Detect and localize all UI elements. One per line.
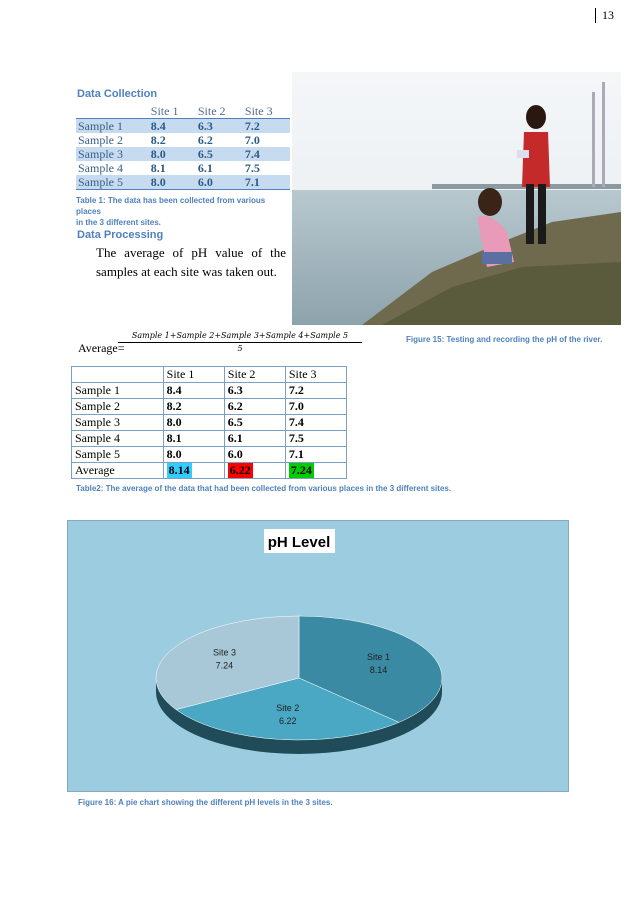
figure15-caption: Figure 15: Testing and recording the pH of the river. bbox=[406, 335, 603, 344]
t1-header-blank bbox=[76, 104, 149, 119]
cell: 7.4 bbox=[285, 415, 346, 431]
cell: 8.4 bbox=[163, 383, 224, 399]
table-row bbox=[72, 431, 347, 447]
row-label: Average bbox=[72, 463, 164, 479]
average-site2: 6.22 bbox=[229, 463, 251, 477]
row-label: Sample 1 bbox=[76, 119, 149, 134]
cell: 7.5 bbox=[285, 431, 346, 447]
chart-title: pH Level bbox=[267, 534, 331, 551]
row-label: Sample 5 bbox=[72, 447, 164, 463]
pie-label-value: 8.14 bbox=[369, 664, 388, 675]
pie-label-value: 6.22 bbox=[279, 715, 297, 726]
data-collection-table bbox=[76, 104, 290, 190]
row-label: Sample 3 bbox=[76, 147, 149, 161]
ph-pie-chart bbox=[67, 520, 569, 792]
table-row bbox=[72, 415, 347, 431]
river-photo bbox=[292, 72, 621, 325]
header-blank bbox=[72, 367, 164, 383]
cell: 8.2 bbox=[150, 133, 166, 147]
pie-label-category: Site 3 bbox=[212, 647, 236, 658]
cell: 7.0 bbox=[285, 399, 346, 415]
row-label: Sample 2 bbox=[78, 133, 123, 147]
average-row bbox=[72, 463, 347, 479]
table-row bbox=[72, 447, 347, 463]
formula-numerator: Sample 1+Sample 2+Sample 3+Sample 4+Sample 5 bbox=[118, 330, 362, 343]
table-row bbox=[76, 147, 290, 161]
cell: 8.0 bbox=[149, 175, 196, 190]
cell: 6.0 bbox=[196, 175, 243, 190]
pie-label-value: 7.24 bbox=[215, 660, 234, 671]
cell: 6.3 bbox=[224, 383, 285, 399]
header-site1: Site 1 bbox=[163, 367, 224, 383]
cell: 7.2 bbox=[285, 383, 346, 399]
pie-label-category: Site 2 bbox=[276, 702, 300, 713]
figure16-caption: Figure 16: A pie chart showing the different pH levels in the 3 sites. bbox=[78, 798, 333, 807]
average-site3: 7.24 bbox=[290, 463, 312, 477]
row-label: Sample 2 bbox=[72, 399, 164, 415]
cell: 6.3 bbox=[196, 119, 243, 134]
cell: 6.1 bbox=[224, 431, 285, 447]
row-label: Sample 5 bbox=[76, 175, 149, 190]
pie-label-category: Site 1 bbox=[366, 651, 390, 662]
cell: 7.5 bbox=[244, 161, 260, 175]
row-label: Sample 4 bbox=[78, 161, 123, 175]
cell: 6.0 bbox=[224, 447, 285, 463]
table-row bbox=[76, 119, 290, 134]
text-line: The average of pH value of the bbox=[96, 245, 286, 260]
cell: 8.2 bbox=[163, 399, 224, 415]
pie-chart-svg bbox=[68, 521, 568, 791]
table-row bbox=[76, 133, 290, 147]
t1-header-site1: Site 1 bbox=[149, 104, 196, 119]
header-site2: Site 2 bbox=[224, 367, 285, 383]
cell: 8.4 bbox=[149, 119, 196, 134]
cell: 6.2 bbox=[224, 399, 285, 415]
table1-caption bbox=[76, 195, 292, 228]
cell: 8.0 bbox=[163, 415, 224, 431]
header-site3: Site 3 bbox=[285, 367, 346, 383]
cell: 7.0 bbox=[244, 133, 260, 147]
t1-header-site3: Site 3 bbox=[243, 104, 290, 119]
row-label: Sample 4 bbox=[72, 431, 164, 447]
cell: 6.2 bbox=[197, 133, 213, 147]
table-row bbox=[72, 367, 347, 383]
row-label: Sample 3 bbox=[72, 415, 164, 431]
average-table bbox=[71, 366, 347, 479]
table-row bbox=[76, 161, 290, 175]
table-row bbox=[72, 399, 347, 415]
formula-denominator: 5 bbox=[237, 344, 243, 353]
data-processing-heading: Data Processing bbox=[77, 229, 164, 241]
average-site1: 8.14 bbox=[168, 463, 190, 477]
table-row bbox=[72, 383, 347, 399]
cell: 7.1 bbox=[243, 175, 290, 190]
text-line: samples at each site was taken out. bbox=[96, 264, 277, 279]
cell: 6.1 bbox=[197, 161, 213, 175]
cell: 7.4 bbox=[243, 147, 290, 161]
average-formula-label: Average= bbox=[78, 341, 125, 355]
river-photo-illustration bbox=[292, 72, 621, 325]
average-cell bbox=[224, 463, 285, 479]
cell: 6.5 bbox=[196, 147, 243, 161]
caption-line: in the 3 different sites. bbox=[76, 218, 161, 227]
cell: 8.1 bbox=[150, 161, 166, 175]
table-row bbox=[76, 175, 290, 190]
cell: 6.5 bbox=[224, 415, 285, 431]
average-formula bbox=[118, 330, 362, 355]
page-number: 13 bbox=[595, 8, 614, 23]
data-processing-text bbox=[96, 243, 286, 281]
cell: 8.1 bbox=[163, 431, 224, 447]
row-label: Sample 1 bbox=[72, 383, 164, 399]
caption-line: Table 1: The data has been collected from various places bbox=[76, 196, 266, 216]
t1-header-site2: Site 2 bbox=[196, 104, 243, 119]
cell: 7.2 bbox=[243, 119, 290, 134]
average-cell bbox=[163, 463, 224, 479]
data-collection-heading: Data Collection bbox=[77, 88, 158, 100]
table2-caption: Table2: The average of the data that had been collected from various places in the 3 different sites. bbox=[76, 484, 452, 493]
average-cell bbox=[285, 463, 346, 479]
cell: 7.1 bbox=[285, 447, 346, 463]
cell: 8.0 bbox=[163, 447, 224, 463]
cell: 8.0 bbox=[149, 147, 196, 161]
